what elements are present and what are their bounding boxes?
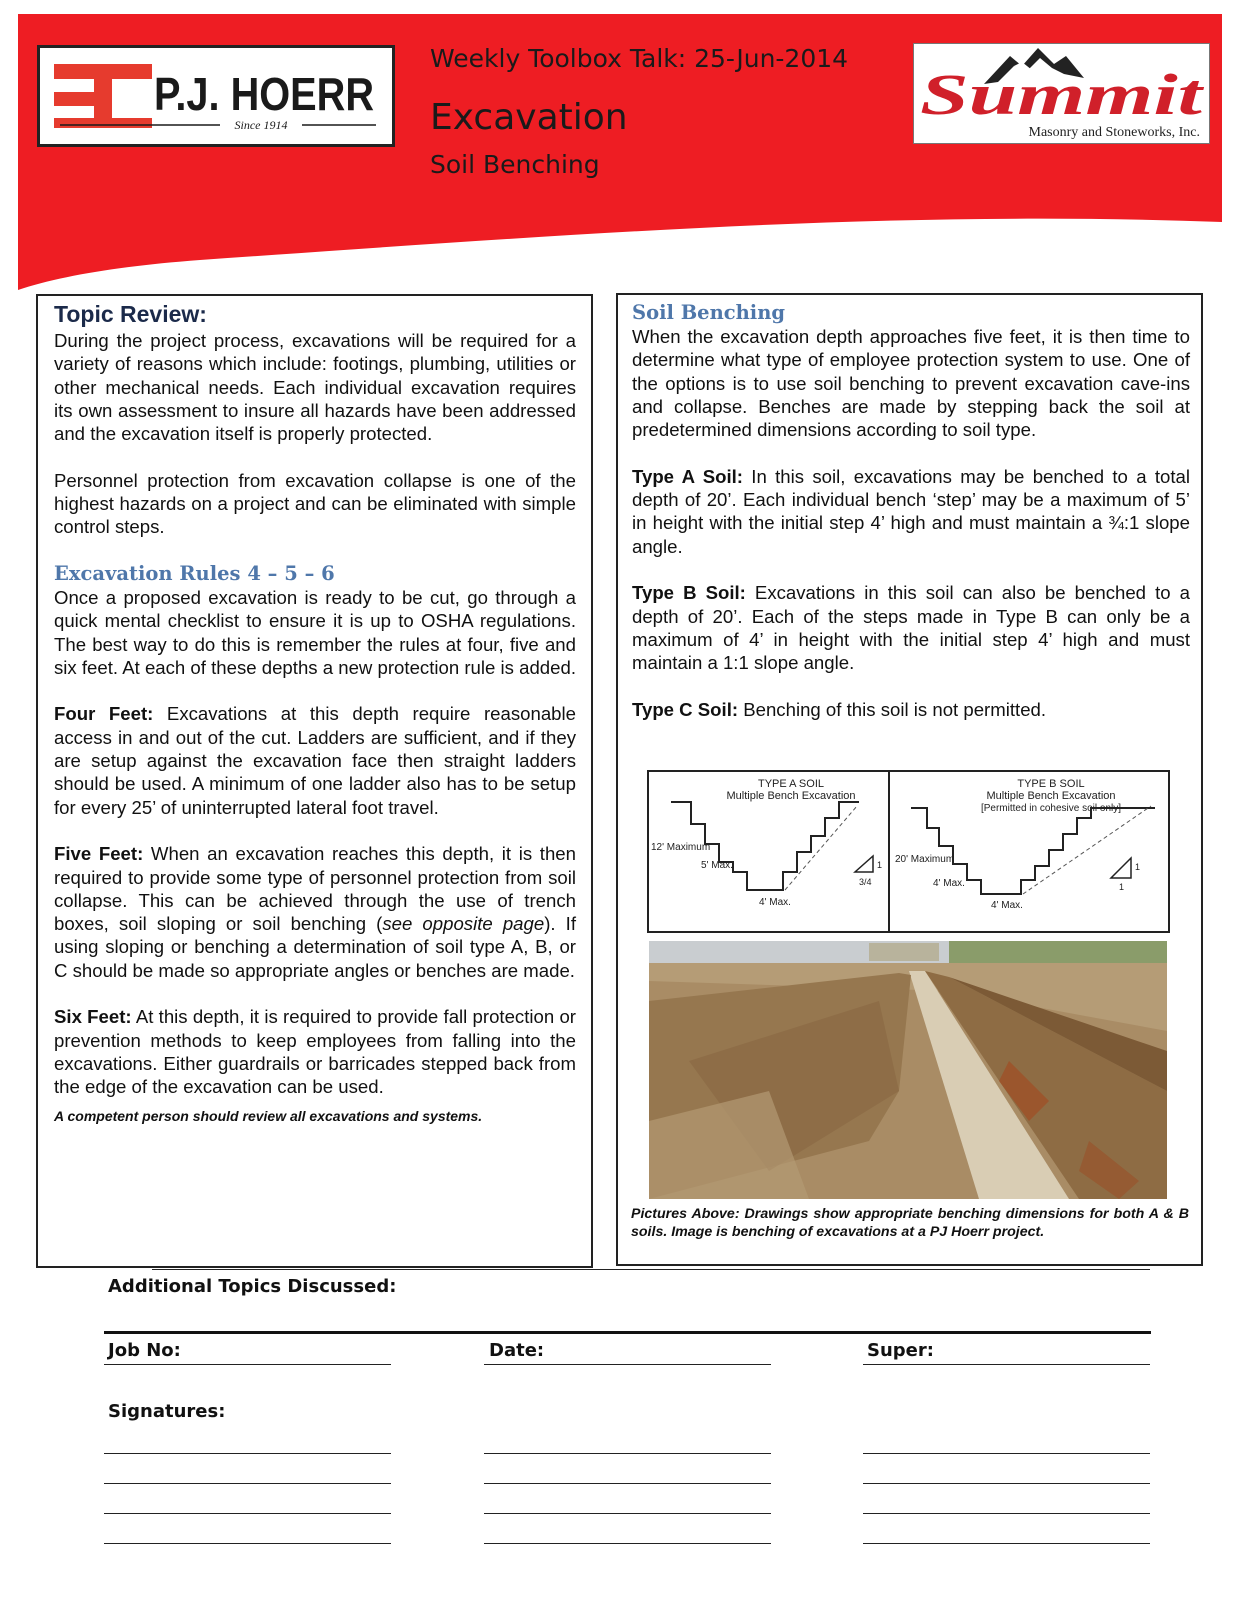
logo-right-name: Summit: [920, 62, 1205, 127]
type-a-lead: Type A Soil:: [632, 465, 743, 487]
type-b-note: [Permitted in cohesive soil only]: [980, 803, 1122, 814]
toolbox-talk-date: Weekly Toolbox Talk: 25-Jun-2014: [430, 44, 849, 73]
job-no-label: Job No:: [108, 1340, 181, 1361]
type-b-slope-h: 1: [1119, 882, 1125, 892]
date-line[interactable]: [484, 1364, 771, 1365]
rules-paragraph: Once a proposed excavation is ready to be cut, go through a quick mental checklist to ensure it is up to OSHA regulations. The best way to do this is remember the rules at four, five and six feet. At each of these depths a new protection rule is added.: [54, 586, 576, 678]
type-a-4max: 4' Max.: [759, 897, 791, 908]
five-feet-text-b: ). If using sloping or benching a determination of soil type A, B, or C should be made so appropriate angles or benches are made.: [54, 913, 576, 981]
type-a-paragraph: [632, 465, 1190, 558]
type-c-lead: Type C Soil:: [632, 698, 739, 720]
signature-line[interactable]: [104, 1543, 391, 1544]
type-b-lead: Type B Soil:: [632, 582, 746, 604]
soil-benching-heading: Soil Benching: [632, 301, 786, 324]
signature-line[interactable]: [104, 1453, 391, 1454]
four-feet-text: Excavations at this depth require reasonable access in and out of the cut. Ladders are sufficient, and if they are setup against the excavation face then straight ladders should be used. A minimum of one ladder also has to be setup for every 25’ of uninterrupted lateral foot travel.: [54, 703, 576, 818]
soil-benching-intro: When the excavation depth approaches five feet, it is then time to determine what type of employee protection system to use. One of the options is to use soil benching to prevent excavation cave-ins and collapse. Benches are made by stepping back the soil at predetermined dimensions according to soil type.: [632, 326, 1190, 441]
signature-line[interactable]: [863, 1513, 1150, 1514]
signature-line[interactable]: [863, 1543, 1150, 1544]
type-b-text: Excavations in this soil can also be benched to a depth of 20’. Each of the steps made in Type B can only be a maximum of 4’ in height with the initial step 4’ high and must maintain a 1:1 slope angle.: [632, 582, 1190, 674]
super-line[interactable]: [863, 1364, 1150, 1365]
job-no-line[interactable]: [104, 1364, 391, 1365]
type-b-paragraph: [632, 581, 1190, 674]
signature-line[interactable]: [863, 1453, 1150, 1454]
type-a-text: In this soil, excavations may be benched to a total depth of 20’. Each individual bench ‘step’ may be a maximum of 5’ in height with the initial step 4’ high and must maintain a ¾:1 slope angle.: [632, 465, 1190, 557]
signature-line[interactable]: [484, 1513, 771, 1514]
type-a-slope-v: 1: [877, 860, 883, 870]
type-b-slope-v: 1: [1135, 862, 1141, 872]
type-c-paragraph: [632, 698, 1190, 721]
five-feet-paragraph: [54, 842, 576, 982]
topic-paragraph-1: During the project process, excavations will be required for a variety of reasons which include: footings, plumbing, utilities or other mechanical needs. Each individual excavation requires its own assessment to insure all hazards have been addressed and the excavation itself is properly protected.: [54, 330, 576, 445]
type-a-sub: Multiple Bench Excavation: [726, 790, 856, 802]
date-label: Date:: [489, 1340, 545, 1361]
six-feet-paragraph: [54, 1005, 576, 1098]
type-a-5max: 5' Max.: [701, 860, 733, 871]
photo-caption: Pictures Above: Drawings show appropriate benching dimensions for both A & B soils. Image is benching of excavations at a PJ Hoerr project.: [631, 1206, 1189, 1241]
signature-line[interactable]: [104, 1513, 391, 1514]
four-feet-lead: Four Feet:: [54, 703, 154, 725]
six-feet-text: At this depth, it is required to provide fall protection or prevention methods to keep employees from falling into the excavations. Either guardrails or barricades stepped back from the edge of the excavation can be used.: [54, 1006, 577, 1098]
type-b-title: TYPE B SOIL: [1017, 778, 1085, 790]
signature-line[interactable]: [104, 1483, 391, 1484]
type-c-text: Benching of this soil is not permitted.: [738, 698, 1047, 720]
six-feet-lead: Six Feet:: [54, 1006, 132, 1028]
rules-heading: Excavation Rules 4 – 5 – 6: [54, 561, 335, 585]
type-a-slope-h: 3/4: [859, 877, 872, 887]
left-column-text: [54, 300, 576, 1125]
signatures-label: Signatures:: [108, 1401, 226, 1422]
super-label: Super:: [867, 1340, 934, 1361]
type-b-max: 20' Maximum: [895, 854, 955, 865]
type-b-4max-b: 4' Max.: [991, 900, 1023, 911]
logo-left-name: P.J. HOERR: [154, 68, 374, 120]
five-feet-lead: Five Feet:: [54, 843, 144, 865]
type-a-max: 12' Maximum: [651, 842, 711, 853]
signature-line[interactable]: [863, 1483, 1150, 1484]
type-a-title: TYPE A SOIL: [757, 778, 825, 790]
left-panel: [36, 294, 593, 1268]
signature-line[interactable]: [484, 1543, 771, 1544]
page-title: Excavation: [430, 97, 628, 138]
five-feet-text-a: When an excavation reaches this depth, it is then required to provide some type of personnel protection from soil collapse. This can be achieved through the use of trench boxes, soil sloping or soil benching (: [54, 843, 576, 935]
topic-paragraph-2: Personnel protection from excavation collapse is one of the highest hazards on a project and can be eliminated with simple control steps.: [54, 469, 576, 538]
page-subtitle: Soil Benching: [430, 150, 600, 179]
benching-diagram: [647, 770, 1170, 933]
additional-topics-line[interactable]: [104, 1331, 1151, 1334]
logo-left-tagline: Since 1914: [234, 118, 288, 132]
excavation-photo: [649, 941, 1167, 1199]
type-b-4max-a: 4' Max.: [933, 878, 965, 889]
type-b-sub: Multiple Bench Excavation: [986, 790, 1116, 802]
additional-topics-label: Additional Topics Discussed:: [108, 1276, 397, 1297]
signature-line[interactable]: [484, 1453, 771, 1454]
five-feet-italic: see opposite page: [382, 913, 545, 935]
summit-logo: [913, 43, 1210, 144]
right-column-text: [632, 301, 1190, 744]
form-top-rule: [152, 1269, 1150, 1270]
competent-person-note: A competent person should review all excavations and systems.: [54, 1107, 483, 1124]
signature-line[interactable]: [484, 1483, 771, 1484]
logo-right-tagline: Masonry and Stoneworks, Inc.: [1028, 125, 1200, 140]
topic-review-heading: Topic Review:: [54, 301, 207, 327]
pj-hoerr-logo: [37, 45, 395, 147]
four-feet-paragraph: [54, 702, 576, 818]
